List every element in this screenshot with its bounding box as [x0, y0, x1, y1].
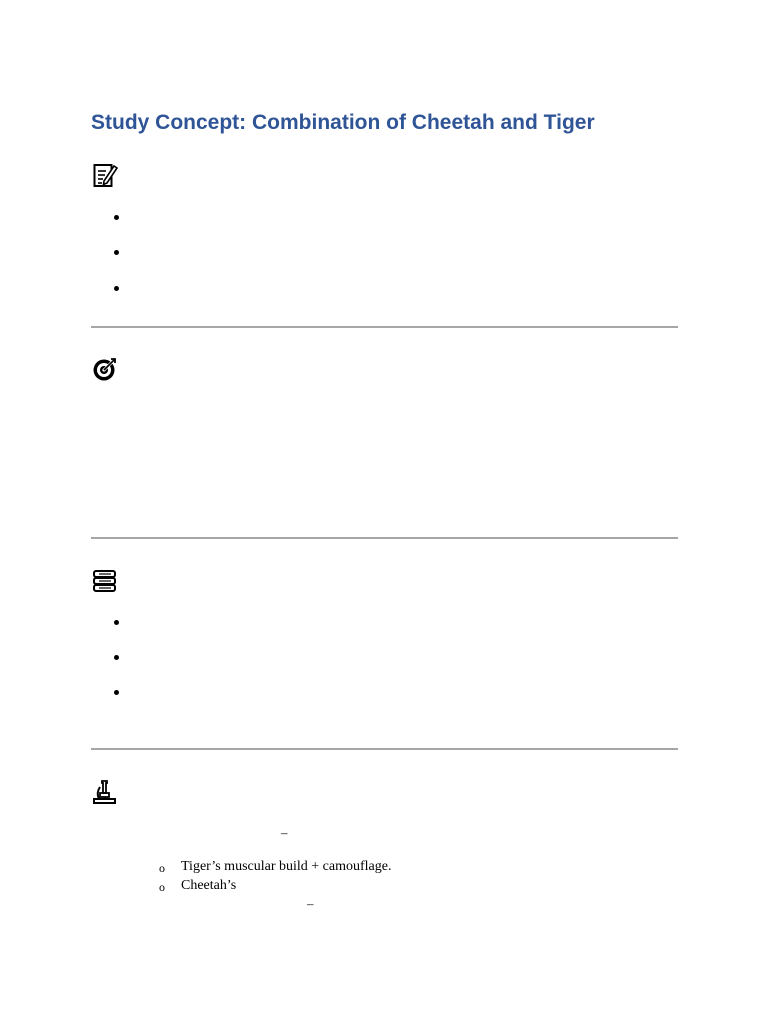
- microscope-icon: [92, 779, 118, 805]
- notes-icon: [92, 162, 118, 188]
- section-divider: [91, 748, 678, 750]
- dash-mark: –: [307, 896, 314, 911]
- sub-list-item: Cheetah’s: [181, 878, 237, 893]
- page-title: Study Concept: Combination of Cheetah and Tiger: [91, 111, 595, 134]
- books-icon: [92, 568, 118, 594]
- sub-list-item: Tiger’s muscular build + camouflage.: [181, 859, 392, 874]
- bullet-point: [114, 690, 119, 695]
- bullet-point: [114, 250, 119, 255]
- bullet-point: [114, 655, 119, 660]
- sub-list-marker: o: [159, 861, 165, 875]
- bullet-point: [114, 286, 119, 291]
- dash-mark: –: [281, 825, 288, 840]
- bullet-point: [114, 620, 119, 625]
- target-icon: [92, 356, 118, 382]
- section-divider: [91, 326, 678, 328]
- sub-list-marker: o: [159, 880, 165, 894]
- bullet-point: [114, 215, 119, 220]
- section-divider: [91, 537, 678, 539]
